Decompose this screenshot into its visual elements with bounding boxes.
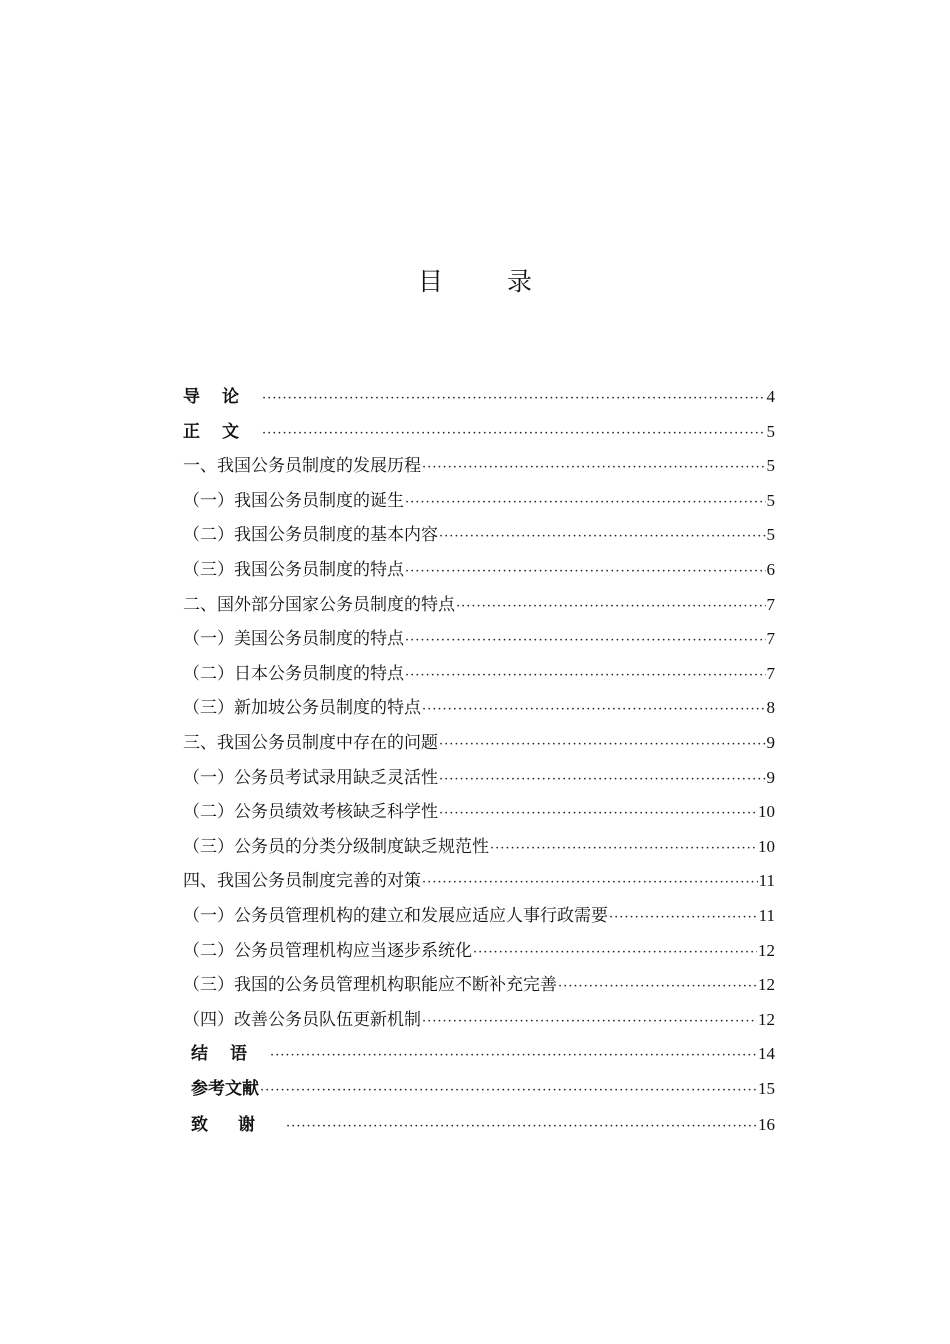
toc-dot-leader — [405, 659, 766, 694]
toc-page-number: 11 — [758, 905, 775, 925]
toc-dot-leader — [558, 970, 757, 1005]
toc-dot-leader — [405, 486, 766, 521]
toc-entry-label: 结语 — [191, 1044, 269, 1065]
toc-dot-leader — [609, 901, 758, 936]
toc-entry-label: （一）我国公务员制度的诞生 — [183, 490, 404, 511]
toc-entry-label: 参考文献 — [191, 1078, 259, 1099]
toc-dot-leader — [456, 590, 766, 625]
toc-page-number: 5 — [766, 421, 775, 441]
toc-entry-label: （一）公务员考试录用缺乏灵活性 — [183, 767, 438, 788]
toc-page-number: 5 — [766, 525, 775, 545]
toc-entry[interactable] — [183, 657, 775, 692]
toc-entry[interactable] — [183, 761, 775, 796]
toc-dot-leader — [422, 866, 758, 901]
toc-entry-label: （二）日本公务员制度的特点 — [183, 663, 404, 684]
toc-entry-label: 正文 — [183, 421, 261, 442]
toc-entry-label: （三）我国的公务员管理机构职能应不断补充完善 — [183, 975, 557, 996]
toc-page-number: 9 — [766, 732, 775, 752]
toc-entry-label: 四、我国公务员制度完善的对策 — [183, 871, 421, 892]
toc-entry-label: 一、我国公务员制度的发展历程 — [183, 456, 421, 477]
toc-entry-label: （二）公务员绩效考核缺乏科学性 — [183, 802, 438, 823]
toc-entry-label: （四）改善公务员队伍更新机制 — [183, 1009, 421, 1030]
toc-entry[interactable] — [183, 415, 775, 450]
toc-entry[interactable] — [183, 691, 775, 726]
toc-dot-leader — [286, 1108, 757, 1146]
toc-dot-leader — [439, 728, 766, 763]
toc-entry[interactable] — [183, 1003, 775, 1038]
toc-dot-leader — [405, 624, 766, 659]
toc-entry[interactable] — [183, 830, 775, 865]
toc-page-number: 10 — [758, 802, 775, 822]
toc-page-number: 7 — [766, 594, 775, 614]
toc-page-number: 12 — [758, 1009, 775, 1029]
toc-page-number: 4 — [766, 387, 775, 406]
toc-page-number: 16 — [758, 1115, 775, 1135]
toc-entry-label: 三、我国公务员制度中存在的问题 — [183, 732, 438, 753]
toc-entry-label: 导论 — [183, 387, 261, 407]
toc-dot-leader — [490, 832, 757, 867]
toc-dot-leader — [262, 417, 766, 452]
toc-entry[interactable] — [183, 380, 775, 415]
toc-page-number: 7 — [766, 663, 775, 683]
toc-entry[interactable] — [183, 588, 775, 623]
toc-dot-leader — [422, 1005, 757, 1040]
toc-entry[interactable] — [183, 484, 775, 519]
toc-entry[interactable] — [183, 726, 775, 761]
toc-page-number: 5 — [766, 490, 775, 510]
toc-entry[interactable] — [183, 449, 775, 484]
toc-entry[interactable] — [183, 622, 775, 657]
toc-entry-label: 二、国外部分国家公务员制度的特点 — [183, 594, 455, 615]
toc-page-number: 15 — [758, 1078, 775, 1098]
toc-page-number: 5 — [766, 456, 775, 476]
toc-entry[interactable] — [183, 864, 775, 899]
page-title: 目 录 — [418, 267, 560, 296]
toc-dot-leader — [422, 693, 766, 728]
toc-dot-leader — [260, 1074, 757, 1109]
toc-dot-leader — [422, 451, 766, 486]
toc-entry-label: 致谢 — [191, 1115, 285, 1136]
toc-entry[interactable] — [183, 518, 775, 553]
toc-dot-leader — [439, 763, 766, 798]
toc-entry-label: （一）美国公务员制度的特点 — [183, 629, 404, 650]
toc-entry-label: （三）新加坡公务员制度的特点 — [183, 698, 421, 719]
toc-page-number: 8 — [766, 698, 775, 718]
toc-entry-label: （二）公务员管理机构应当逐步系统化 — [183, 940, 472, 961]
toc-page-number: 9 — [766, 767, 775, 787]
toc-page-number: 12 — [758, 975, 775, 995]
toc-page-number: 10 — [758, 836, 775, 856]
toc-page-number: 11 — [758, 871, 775, 891]
toc-dot-leader — [270, 1039, 757, 1074]
toc-entry[interactable] — [183, 968, 775, 1003]
toc-dot-leader — [405, 555, 766, 590]
toc-page-number: 6 — [766, 559, 775, 579]
toc-dot-leader — [473, 936, 757, 971]
toc-page-number: 12 — [758, 940, 775, 960]
toc-entry-label: （三）公务员的分类分级制度缺乏规范性 — [183, 836, 489, 857]
toc-entry[interactable] — [183, 553, 775, 588]
toc-dot-leader — [439, 797, 757, 832]
toc-entry[interactable] — [183, 795, 775, 830]
toc-dot-leader — [262, 382, 766, 417]
toc-entry-label: （一）公务员管理机构的建立和发展应适应人事行政需要 — [183, 905, 608, 926]
toc-entry-label: （三）我国公务员制度的特点 — [183, 559, 404, 580]
toc-entry[interactable] — [183, 1072, 775, 1107]
toc-page-number: 7 — [766, 629, 775, 649]
toc-entry[interactable] — [183, 1037, 775, 1072]
toc-entry[interactable] — [183, 899, 775, 934]
toc-entry[interactable] — [183, 1106, 775, 1144]
toc-page-number: 14 — [758, 1044, 775, 1064]
table-of-contents — [183, 380, 775, 1144]
toc-dot-leader — [439, 520, 766, 555]
toc-entry-label: （二）我国公务员制度的基本内容 — [183, 525, 438, 546]
toc-entry[interactable] — [183, 934, 775, 969]
